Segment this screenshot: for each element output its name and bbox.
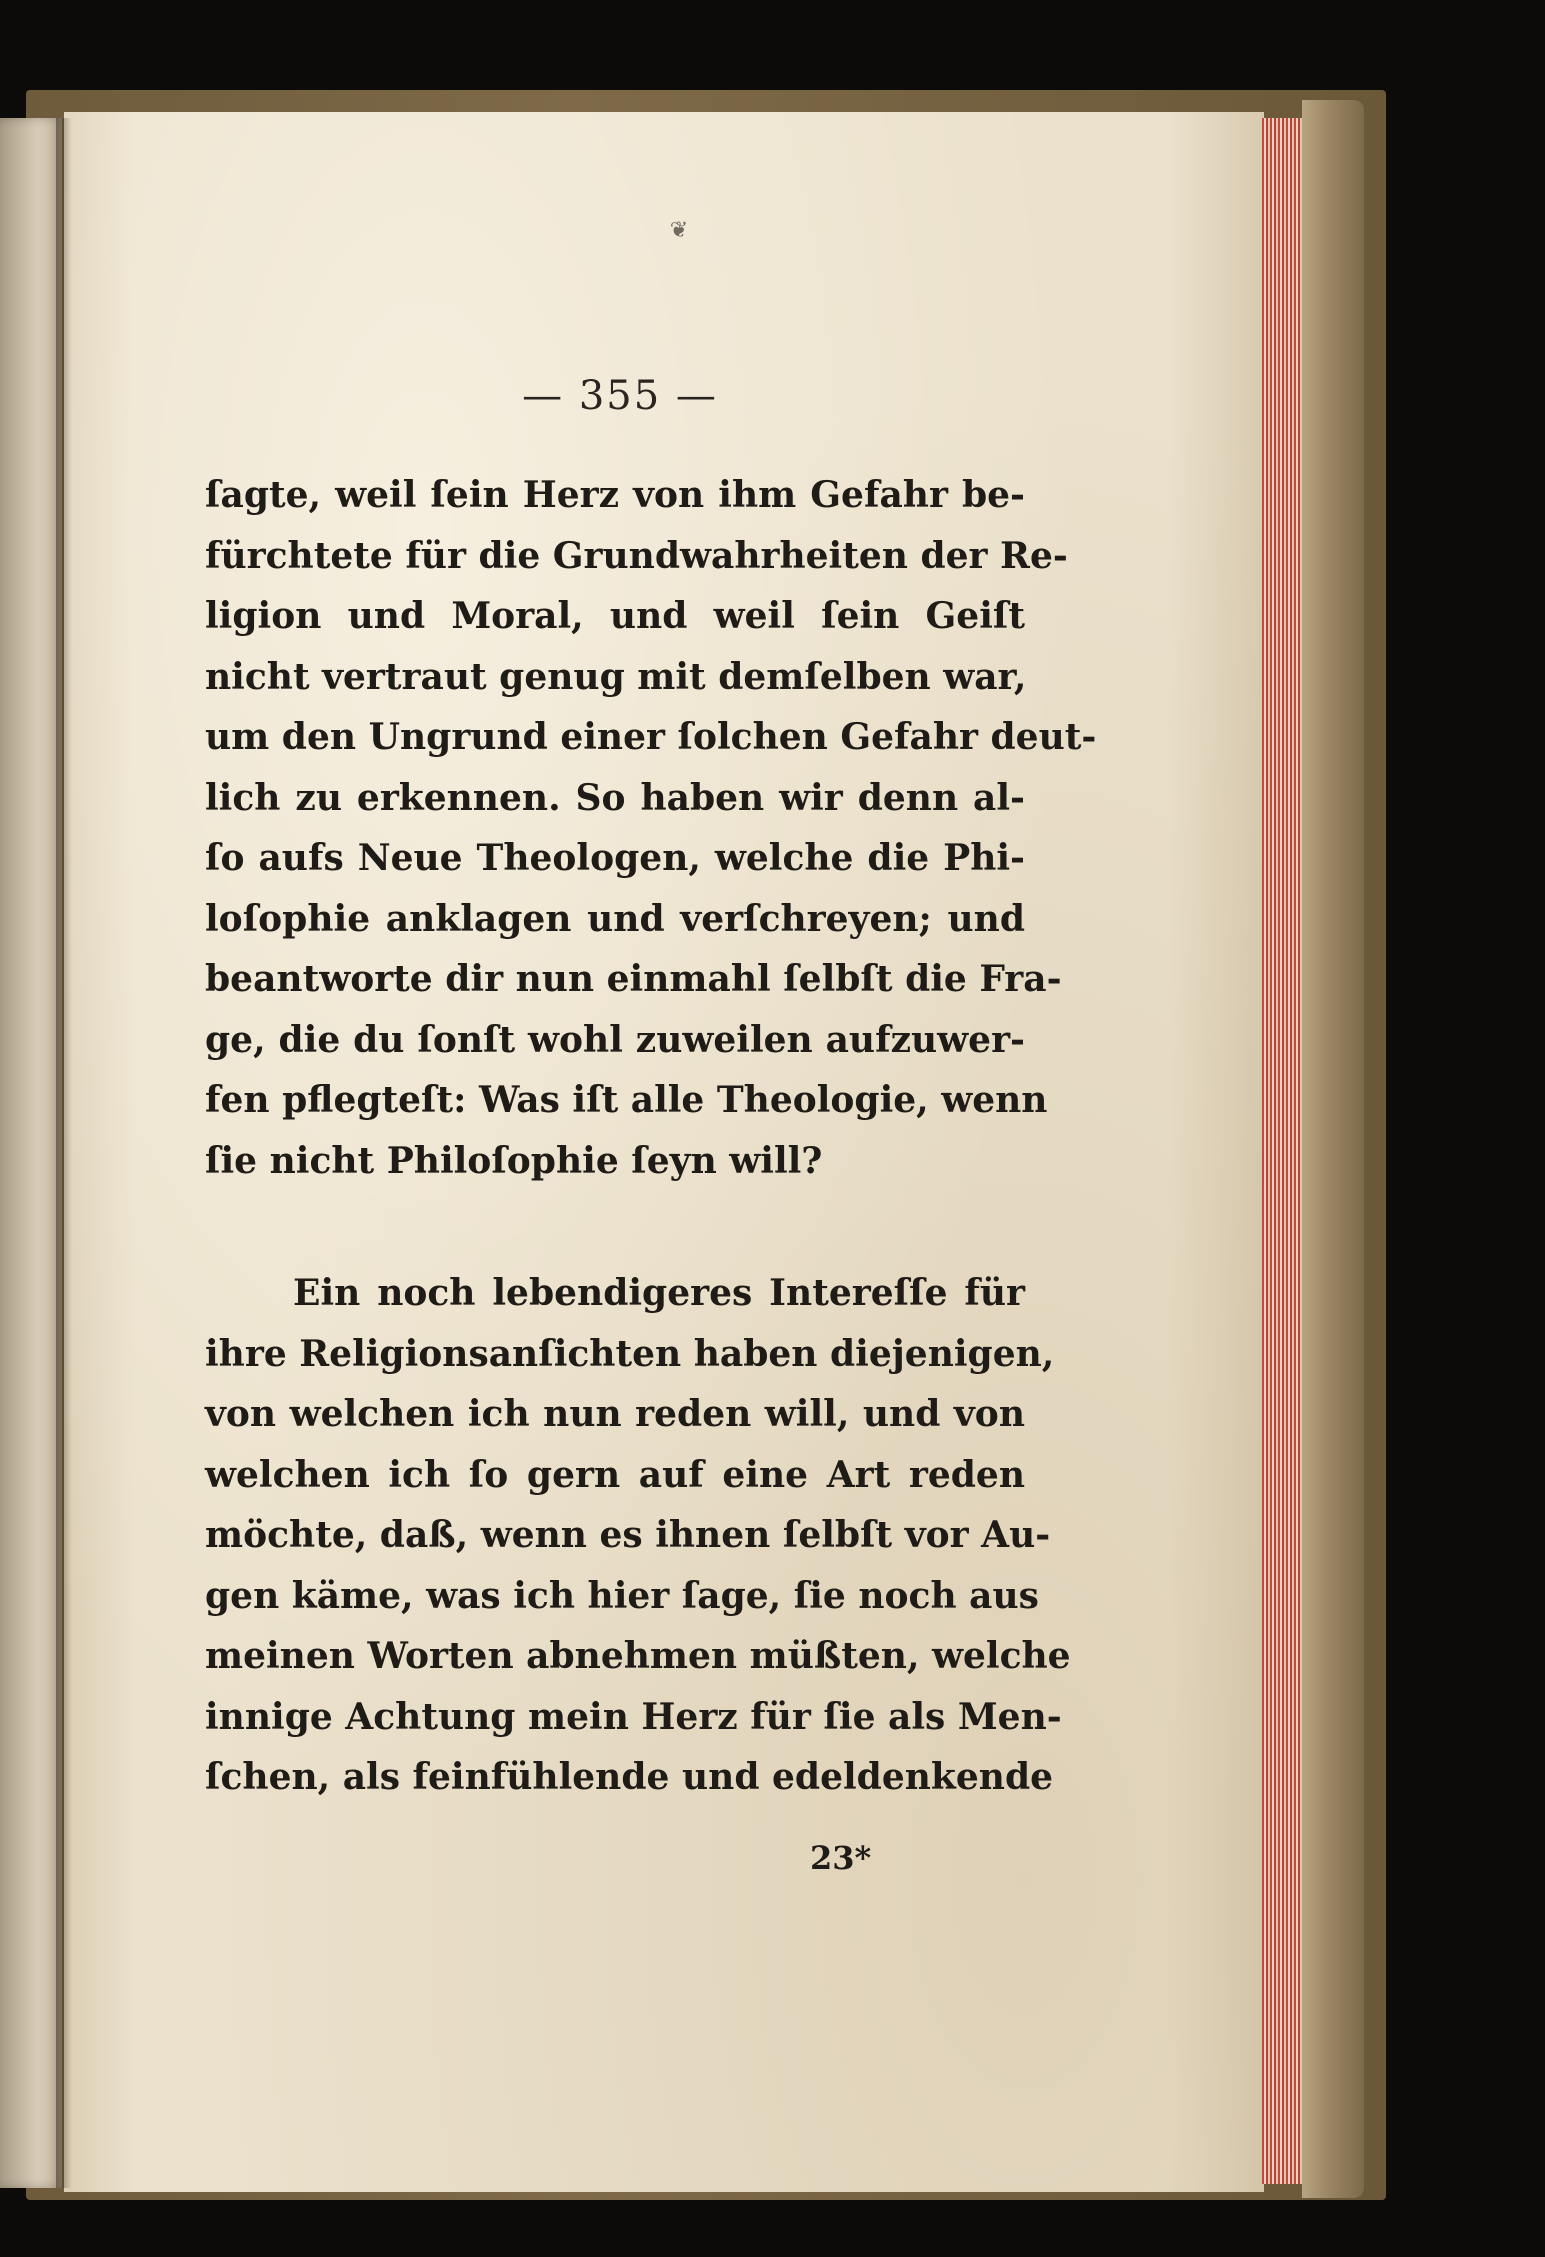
text-line: ligion und Moral, und weil ſein Geiſt — [205, 595, 1025, 637]
text-line: innige Achtung mein Herz für ſie als Men- — [205, 1695, 1062, 1738]
text-line: fen pflegteſt: Was iſt alle Theologie, wenn — [205, 1079, 1048, 1121]
text-line: fürchtete für die Grundwahrheiten der Re- — [205, 534, 1068, 577]
page-number: — 355 — — [522, 373, 718, 419]
text-line: gen käme, was ich hier ſage, ſie noch aus — [205, 1574, 1039, 1617]
text-line: lich zu erkennen. So haben wir denn al- — [205, 776, 1025, 819]
text-line: Ein noch lebendigeres Intereſſe für — [293, 1272, 1025, 1314]
text-line: nicht vertraut genug mit demſelben war, — [205, 655, 1027, 698]
text-line: welchen ich ſo gern auf eine Art reden — [205, 1453, 1025, 1496]
text-line: ſagte, weil ſein Herz von ihm Gefahr be- — [205, 474, 1025, 516]
left-page-edge — [0, 118, 62, 2188]
page-edges-red — [1262, 118, 1302, 2184]
text-line: meinen Worten abnehmen müßten, welche — [205, 1635, 1071, 1677]
text-line: möchte, daß, wenn es ihnen ſelbſt vor Au- — [205, 1514, 1051, 1556]
text-line: ſchen, als feinfühlende und edeldenkende — [205, 1756, 1054, 1798]
text-line: um den Ungrund einer ſolchen Gefahr deut- — [205, 716, 1097, 758]
text-line: von welchen ich nun reden will, und von — [205, 1393, 1025, 1435]
text-line: ſo aufs Neue Theologen, welche die Phi- — [205, 837, 1025, 879]
paragraph-1 — [205, 465, 1097, 1191]
text-line: ihre Religionsanſichten haben diejenigen, — [205, 1332, 1055, 1375]
spine-shadow — [56, 118, 72, 2188]
ornament-icon: ❦ — [669, 218, 689, 243]
text-line: beantworte dir nun einmahl ſelbſt die Fra- — [205, 958, 1062, 1000]
paragraph-2 — [205, 1263, 1071, 1808]
text-line: ſie nicht Philoſophie ſeyn will? — [205, 1139, 823, 1182]
text-line: loſophie anklagen und verſchreyen; und — [205, 897, 1025, 940]
book-cover-edge — [1302, 100, 1364, 2198]
text-line: ge, die du ſonſt wohl zuweilen aufzuwer- — [205, 1018, 1025, 1061]
signature-mark: 23* — [810, 1839, 872, 1877]
